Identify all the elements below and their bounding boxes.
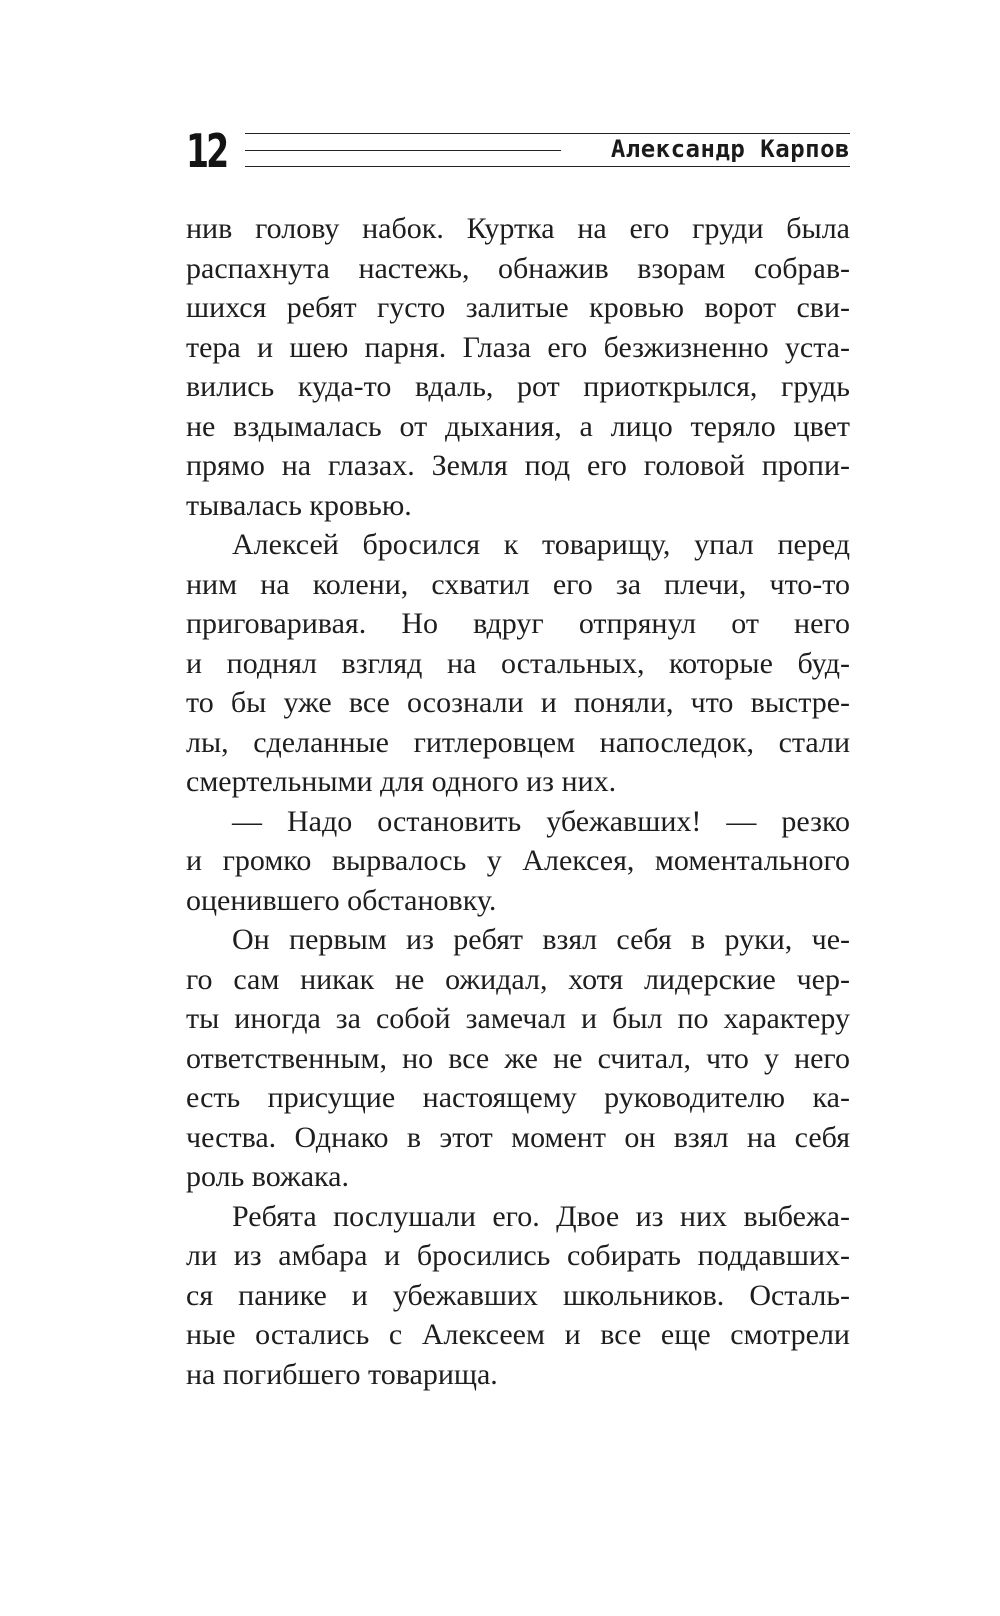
- header-rule-bottom: [245, 166, 850, 167]
- text-line: не вздымалась от дыхания, а лицо теряло цвет: [186, 409, 850, 443]
- header-rule-middle: [245, 150, 561, 151]
- text-line: го сам никак не ожидал, хотя лидерские чер-: [186, 962, 850, 996]
- paragraph: [186, 209, 850, 525]
- paragraph: [186, 1197, 850, 1395]
- text-line: то бы уже все осознали и поняли, что выстре-: [186, 686, 850, 719]
- text-line: ним на колени, схватил его за плечи, что-то: [186, 567, 850, 601]
- text-line: шихся ребят густо залитые кровью ворот сви-: [186, 291, 850, 324]
- paragraph: [186, 525, 850, 802]
- text-line: ли из амбара и бросились собирать поддавших-: [186, 1239, 850, 1272]
- text-line: распахнута настежь, обнажив взорам собрав-: [186, 251, 850, 285]
- text-line: ся панике и убежавших школьников. Осталь-: [186, 1278, 850, 1312]
- text-line: смертельными для одного из них.: [186, 765, 617, 798]
- text-line: ные остались с Алексеем и все еще смотрели: [186, 1318, 850, 1351]
- text-line: тера и шею парня. Глаза его безжизненно уста-: [186, 330, 850, 364]
- paragraph: [186, 920, 850, 1197]
- text-line: чества. Однако в этот момент он взял на себя: [186, 1120, 850, 1154]
- text-line: Алексей бросился к товарищу, упал перед: [232, 528, 850, 561]
- text-line: прямо на глазах. Земля под его головой пропи-: [186, 449, 850, 482]
- text-line: Ребята послушали его. Двое из них выбежа-: [232, 1199, 850, 1233]
- text-line: Он первым из ребят взял себя в руки, че-: [232, 923, 850, 956]
- text-line: ты иногда за собой замечал и был по характеру: [186, 1002, 850, 1035]
- text-line: нив голову набок. Куртка на его груди была: [186, 212, 850, 245]
- text-line: есть присущие настоящему руководителю ка-: [186, 1081, 850, 1114]
- text-line: роль вожака.: [186, 1160, 349, 1193]
- text-line: оценившего обстановку.: [186, 883, 497, 917]
- text-line: и громко вырвалось у Алексея, моментального: [186, 844, 850, 877]
- running-head-author: Александр Карпов: [601, 134, 850, 164]
- page-number: 12: [186, 124, 227, 178]
- text-line: и поднял взгляд на остальных, которые буд-: [186, 646, 850, 680]
- text-line: на погибшего товарища.: [186, 1357, 498, 1391]
- text-line: — Надо остановить убежавших! — резко: [232, 804, 850, 838]
- body-text: [186, 209, 850, 1394]
- paragraph: [186, 802, 850, 921]
- text-line: лы, сделанные гитлеровцем напоследок, стали: [186, 725, 850, 759]
- text-line: ответственным, но все же не считал, что у него: [186, 1041, 850, 1075]
- text-line: тывалась кровью.: [186, 488, 412, 522]
- text-line: приговаривая. Но вдруг отпрянул от него: [186, 607, 850, 640]
- text-line: вились куда-то вдаль, рот приоткрылся, грудь: [186, 370, 850, 403]
